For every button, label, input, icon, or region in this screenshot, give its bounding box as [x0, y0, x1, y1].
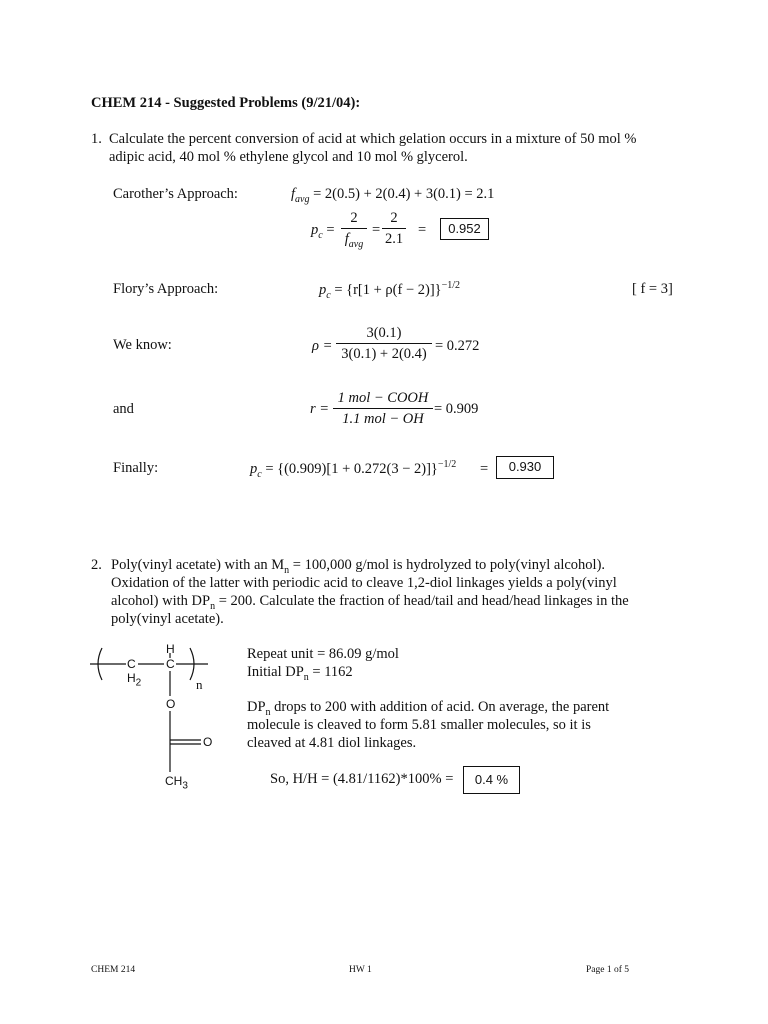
pc-numerator-2: 2 — [390, 210, 398, 226]
rho-numerator: 3(0.1) — [366, 325, 402, 341]
structure-o2-label: O — [203, 735, 213, 749]
repeat-unit-text: Repeat unit = 86.09 g/mol — [247, 646, 399, 662]
problem-2-line3: alcohol) with $DP_n = 200$. Calculate the fraction of head/tail and head/head linkages in the — [111, 593, 629, 612]
pc-symbol: $p_c$ = — [311, 222, 335, 241]
answer-box-0930: 0.930 — [496, 456, 554, 479]
flory-equation: $p_c = \{r[1 + \rho(f - 2)]\}^{-1/2}$ — [319, 280, 461, 301]
poly-vinyl-acetate-structure — [90, 640, 230, 800]
problem-1-text-line2: adipic acid, 40 mol % ethylene glycol and 10 mol % glycerol. — [109, 149, 468, 165]
pc-fraction-value — [382, 209, 406, 248]
problem-1-text-line1: Calculate the percent conversion of acid at which gelation occurs in a mixture of 50 mol % — [109, 131, 637, 147]
flory-condition: [ f = 3] — [632, 281, 673, 297]
equals-sign: = — [372, 222, 381, 238]
pc-fraction-favg — [341, 209, 367, 248]
we-know-label: We know: — [113, 337, 172, 353]
flory-label: Flory’s Approach: — [113, 281, 219, 297]
footer-right: Page 1 of 5 — [586, 965, 630, 975]
pc-denominator-2: 2.1 — [384, 231, 404, 247]
problem-1-number: 1. — [91, 131, 102, 147]
r-fraction — [333, 389, 433, 428]
flory-exponent: −1/2 — [441, 280, 461, 292]
final-exponent: −1/2 — [437, 459, 457, 471]
carothers-label: Carother’s Approach: — [113, 186, 238, 202]
drop-text-line3: cleaved at 4.81 diol linkages. — [247, 735, 417, 751]
flory-expression: = {r[1 + ρ(f − 2)]} — [334, 282, 442, 298]
rho-result: = 0.272 — [435, 338, 480, 354]
r-result: = 0.909 — [434, 401, 479, 417]
pc-numerator: 2 — [350, 210, 358, 226]
structure-o-label: O — [166, 697, 176, 711]
finally-label: Finally: — [113, 460, 159, 476]
structure-n-label: n — [196, 677, 203, 692]
equals-sign: = — [418, 222, 427, 238]
drop-text-line1: $DP_n$ drops to 200 with addition of acid. On average, the parent — [247, 699, 610, 718]
rho-denominator: 3(0.1) + 2(0.4) — [341, 346, 427, 362]
r-numerator: 1 mol − COOH — [337, 390, 429, 406]
footer-left: CHEM 214 — [91, 965, 136, 975]
problem-2-number: 2. — [91, 557, 102, 573]
structure-h2-label: $H_2$ — [127, 671, 142, 689]
structure-ch3-label: $CH_3$ — [165, 774, 188, 792]
structure-bonds — [90, 640, 230, 795]
structure-h-label: H — [166, 642, 175, 656]
problem-2-line4: poly(vinyl acetate). — [111, 611, 224, 627]
and-label: and — [113, 401, 134, 417]
hh-result-text: So, H/H = (4.81/1162)*100% = — [270, 771, 454, 787]
r-denominator: 1.1 mol − OH — [342, 411, 424, 427]
initial-dp-text: Initial $DP_n = 1162$ — [247, 664, 353, 683]
drop-text-line2: molecule is cleaved to form 5.81 smaller molecules, so it is — [247, 717, 591, 733]
problem-2-line2: Oxidation of the latter with periodic acid to cleave 1,2-diol linkages yields a poly(vinyl — [111, 575, 617, 591]
footer-center: HW 1 — [349, 965, 372, 975]
structure-c1-label: C — [127, 657, 136, 671]
problem-2-line1: Poly(vinyl acetate) with an $M_n = 100,000$ g/mol is hydrolyzed to poly(vinyl alcohol). — [111, 557, 606, 576]
rho-symbol: ρ = — [312, 338, 333, 354]
r-symbol: r = — [310, 401, 330, 417]
final-expression: = {(0.909)[1 + 0.272(3 − 2)]} — [265, 461, 438, 477]
pc-denominator-favg: $f_{avg}$ — [344, 231, 364, 250]
page-title: CHEM 214 - Suggested Problems (9/21/04): — [91, 95, 361, 111]
final-equation: $p_c = \{(0.909)[1 + 0.272(3 - 2)]\}^{-1/2}$ — [250, 459, 457, 480]
rho-fraction — [336, 324, 432, 363]
answer-box-hh: 0.4 % — [463, 766, 520, 794]
favg-expression: = 2(0.5) + 2(0.4) + 3(0.1) = 2.1 — [313, 186, 495, 202]
equals-sign: = — [480, 461, 489, 477]
structure-c2-label: C — [166, 657, 175, 671]
favg-equation: $f_{avg} = 2(0.5) + 2(0.4) + 3(0.1) = 2.1$ — [291, 186, 495, 205]
answer-box-0952: 0.952 — [440, 218, 489, 240]
